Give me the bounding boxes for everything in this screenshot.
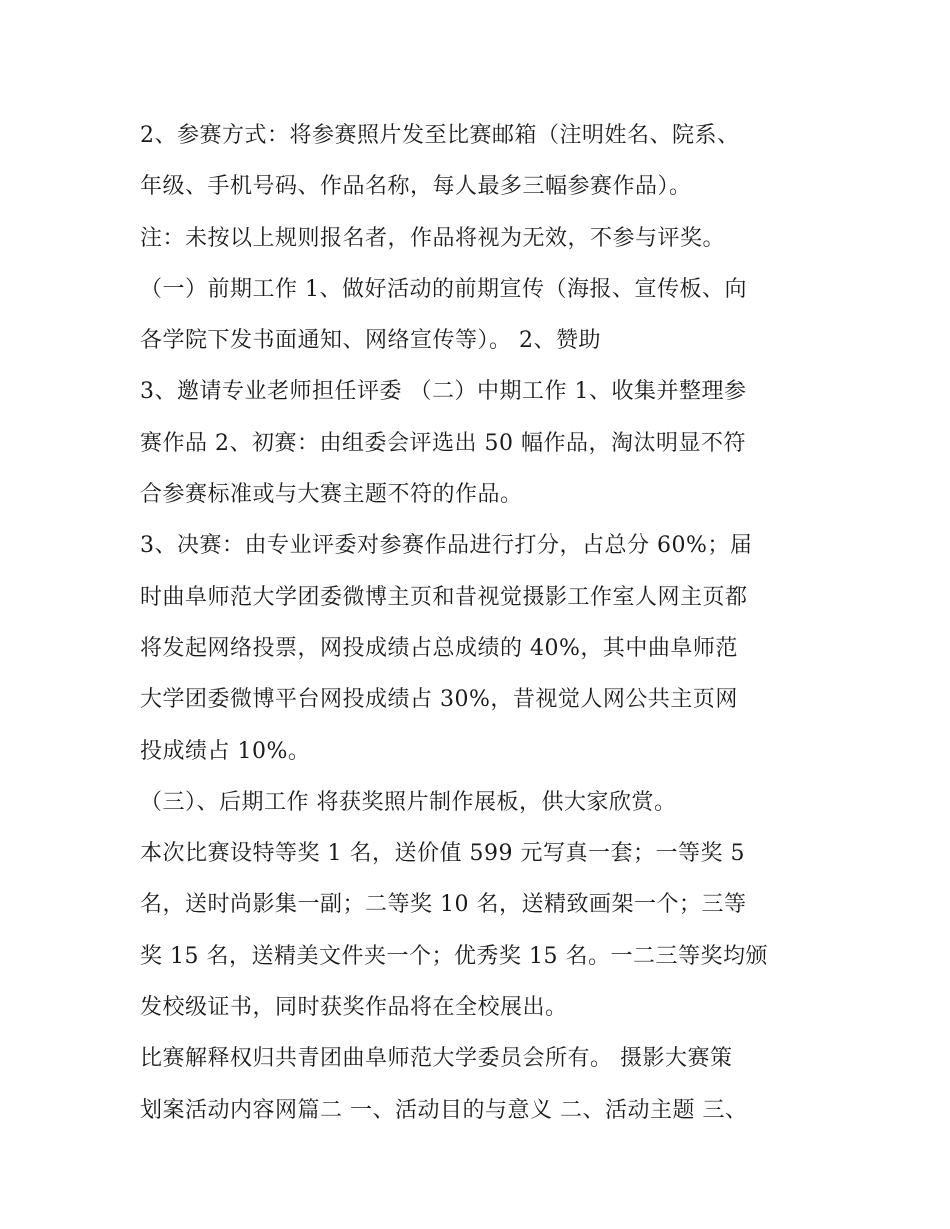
text-line: 2、参赛方式：将参赛照片发至比赛邮箱（注明姓名、院系、 bbox=[140, 123, 740, 148]
text-line: （三）、后期工作 将获奖照片制作展板，供大家欣赏。 bbox=[140, 789, 677, 815]
text-line: 划案活动内容网篇二 一、活动目的与意义 二、活动主题 三、 bbox=[140, 1097, 748, 1123]
text-line: 将发起网络投票，网投成绩占总成绩的 40%，其中曲阜师范 bbox=[140, 635, 738, 661]
text-line: 本次比赛设特等奖 1 名，送价值 599 元写真一套；一等奖 5 bbox=[140, 841, 745, 867]
text-line: 3、决赛：由专业评委对参赛作品进行打分，占总分 60%；届 bbox=[140, 533, 753, 559]
text-line: 各学院下发书面通知、网络宣传等）。 2、赞助 bbox=[140, 328, 601, 354]
text-line: 名，送时尚影集一副；二等奖 10 名，送精致画架一个；三等 bbox=[140, 892, 747, 918]
text-line: 大学团委微博平台网投成绩占 30%，昔视觉人网公共主页网 bbox=[140, 687, 738, 713]
text-line: 3、邀请专业老师担任评委 （二）中期工作 1、收集并整理参 bbox=[140, 379, 747, 405]
text-line: 合参赛标准或与大赛主题不符的作品。 bbox=[140, 482, 523, 508]
text-line: 注：未按以上规则报名者，作品将视为无效，不参与评奖。 bbox=[140, 225, 726, 251]
text-line: 年级、手机号码、作品名称，每人最多三幅参赛作品）。 bbox=[140, 174, 692, 200]
text-line: 赛作品 2、初赛：由组委会评选出 50 幅作品，淘汰明显不符 bbox=[140, 430, 746, 456]
text-line: 时曲阜师范大学团委微博主页和昔视觉摄影工作室人网主页都 bbox=[140, 584, 748, 610]
text-line: 比赛解释权归共青团曲阜师范大学委员会所有。 摄影大赛策 bbox=[140, 1046, 733, 1072]
text-line: 投成绩占 10%。 bbox=[140, 738, 311, 764]
document-body bbox=[140, 110, 830, 1136]
text-line: （一）前期工作 1、做好活动的前期宣传（海报、宣传板、向 bbox=[140, 276, 747, 302]
text-line: 奖 15 名，送精美文件夹一个；优秀奖 15 名。一二三等奖均颁 bbox=[140, 943, 768, 969]
text-line: 发校级证书，同时获奖作品将在全校展出。 bbox=[140, 995, 568, 1021]
